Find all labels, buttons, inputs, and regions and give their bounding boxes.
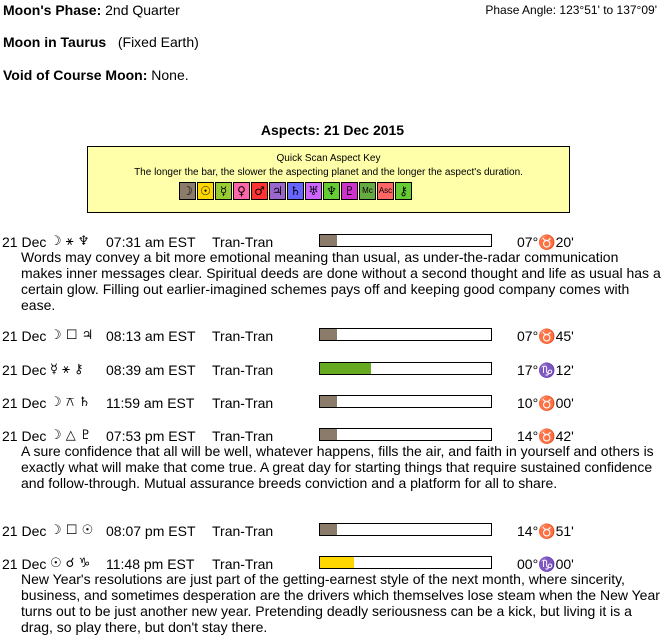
- aspect-duration-fill: [320, 557, 354, 568]
- venus-icon: ♀: [233, 182, 250, 200]
- aspect-position: 10°♉00': [517, 395, 574, 411]
- aspect-duration-fill: [320, 429, 337, 440]
- aspect-duration-bar: [319, 328, 492, 341]
- aspect-type: Tran-Tran: [212, 362, 274, 378]
- aspect-glyphs: ☿ ⚹ ⚷: [50, 362, 84, 377]
- aspect-time: 07:31 am EST: [106, 234, 196, 250]
- aspect-description: Words may convey a bit more emotional meaning than usual, as under-the-radar communication makes inner messages clear. Spiritual deeds are done without a second thought and life as usual has a certain glow. Filling out earlier-imagined schemes pays off and keeping good company comes with ease.: [21, 249, 661, 313]
- uranus-icon: ♅: [305, 182, 322, 200]
- void-label: Void of Course Moon:: [3, 67, 148, 83]
- aspect-glyphs: ☽ ☐ ♃: [50, 328, 94, 343]
- aspect-position: 14°♉42': [517, 428, 574, 444]
- aspect-date: 21 Dec: [2, 428, 47, 444]
- aspect-glyphs: ☽ ☐ ☉: [50, 523, 94, 538]
- void-value: None.: [151, 67, 189, 83]
- aspect-duration-fill: [320, 524, 337, 535]
- phase-angle: Phase Angle: 123°51' to 137°09': [485, 3, 657, 17]
- aspect-date: 21 Dec: [2, 523, 47, 539]
- moon-sign-detail: (Fixed Earth): [117, 34, 199, 50]
- aspects-title: Aspects: 21 Dec 2015: [260, 122, 405, 138]
- aspect-type: Tran-Tran: [212, 523, 274, 539]
- aspect-type: Tran-Tran: [212, 428, 274, 444]
- moon-sign: [3, 33, 199, 51]
- aspect-time: 11:59 am EST: [106, 395, 195, 411]
- chiron-icon: ⚷: [395, 182, 412, 200]
- sun-icon: ☉: [197, 182, 214, 200]
- aspect-date: 21 Dec: [2, 234, 47, 250]
- void-of-course: [3, 66, 189, 84]
- moon-phase-label: Moon's Phase:: [3, 2, 102, 18]
- aspect-position: 00°♑00': [517, 556, 574, 572]
- aspect-position: 17°♑12': [517, 362, 574, 378]
- pluto-icon: ♇: [341, 182, 358, 200]
- aspect-key-box: [87, 146, 570, 213]
- aspect-type: Tran-Tran: [212, 395, 274, 411]
- aspect-type: Tran-Tran: [212, 556, 274, 572]
- moon-phase-value: 2nd Quarter: [105, 2, 180, 18]
- aspect-time: 11:48 pm EST: [106, 556, 195, 572]
- moon-icon: ☽: [179, 182, 196, 200]
- aspect-type: Tran-Tran: [212, 328, 274, 344]
- neptune-icon: ♆: [323, 182, 340, 200]
- aspect-duration-fill: [320, 235, 337, 246]
- aspect-glyphs: ☽ △ ♇: [50, 428, 92, 443]
- moon-phase: [3, 1, 180, 19]
- planet-glyph-key: [179, 182, 413, 200]
- aspect-time: 08:39 am EST: [106, 362, 196, 378]
- aspect-duration-bar: [319, 362, 492, 375]
- aspect-key-title: Quick Scan Aspect Key: [276, 153, 381, 164]
- aspect-description: A sure confidence that all will be well, whatever happens, fills the air, and faith in yourself and others is exactly what will make that come true. A great day for starting things that require sustained confidence and follow-through. Mutual assurance breeds conviction and a platform for all to share.: [21, 443, 654, 491]
- aspect-date: 21 Dec: [2, 328, 47, 344]
- aspect-time: 08:13 am EST: [106, 328, 196, 344]
- aspect-glyphs: ☉ ☌ ♑: [50, 556, 91, 571]
- mars-icon: ♂: [251, 182, 268, 200]
- aspect-glyphs: ☽ ⚻ ♄: [50, 395, 91, 410]
- aspect-duration-fill: [320, 396, 337, 407]
- midheaven-icon: Mc: [359, 182, 376, 200]
- aspect-duration-bar: [319, 234, 492, 247]
- aspect-time: 07:53 pm EST: [106, 428, 196, 444]
- aspect-key-description: The longer the bar, the slower the aspecting planet and the longer the aspect's duration.: [134, 167, 523, 178]
- ascendant-icon: Asc: [377, 182, 394, 200]
- aspect-duration-fill: [320, 329, 337, 340]
- aspect-duration-bar: [319, 428, 492, 441]
- moon-sign-label: Moon in Taurus: [3, 34, 107, 50]
- aspect-type: Tran-Tran: [212, 234, 274, 250]
- aspect-duration-bar: [319, 556, 492, 569]
- aspect-date: 21 Dec: [2, 556, 47, 572]
- aspect-time: 08:07 pm EST: [106, 523, 196, 539]
- aspect-duration-bar: [319, 395, 492, 408]
- aspect-glyphs: ☽ ⚹ ♆: [50, 234, 90, 249]
- jupiter-icon: ♃: [269, 182, 286, 200]
- aspect-date: 21 Dec: [2, 395, 47, 411]
- aspect-duration-fill: [320, 363, 371, 374]
- saturn-icon: ♄: [287, 182, 304, 200]
- aspect-description: New Year's resolutions are just part of the getting-earnest style of the next month, where sincerity, business, and sometimes desperation are the drivers which themselves lose steam when the New Year turns out to be just another new year. Pretending deadly seriousness can be a kick, but living it is a drag, so play there, but don't stay there.: [21, 571, 660, 635]
- aspect-position: 07°♉45': [517, 328, 574, 344]
- mercury-icon: ☿: [215, 182, 232, 200]
- aspect-position: 07°♉20': [517, 234, 574, 250]
- aspect-position: 14°♉51': [517, 523, 574, 539]
- aspect-duration-bar: [319, 523, 492, 536]
- aspect-date: 21 Dec: [2, 362, 47, 378]
